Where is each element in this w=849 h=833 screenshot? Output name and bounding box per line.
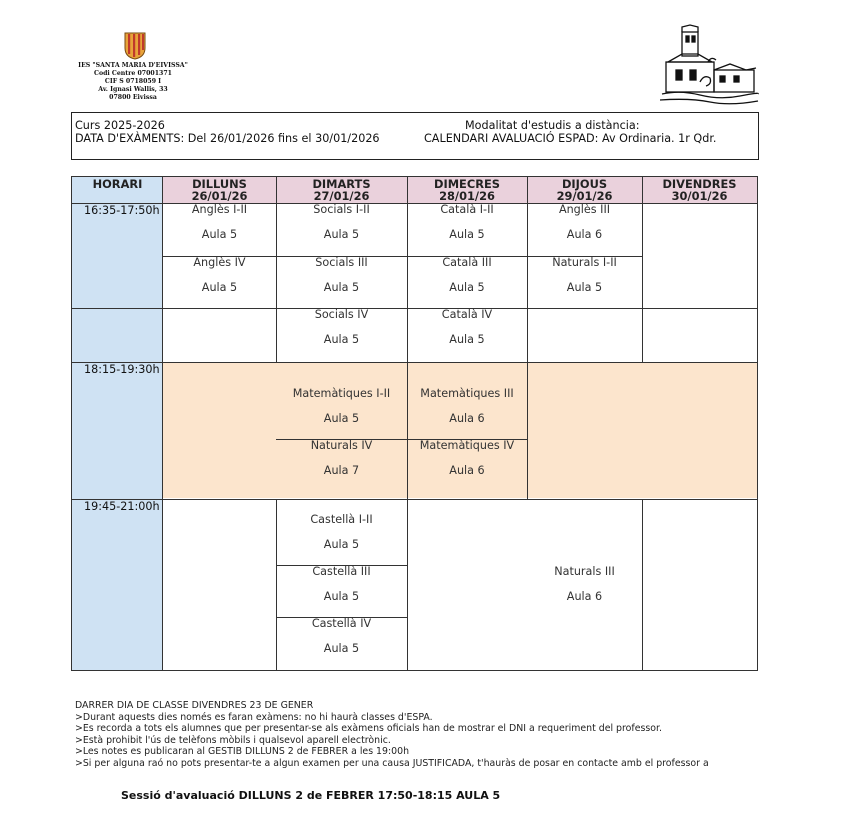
exam-entry [276,256,407,294]
day-name: DIVENDRES [662,177,737,191]
exam-notes [75,700,709,769]
exam-room: Aula 5 [323,412,360,425]
exam-entry [527,256,642,294]
day-date: 30/01/26 [671,189,728,203]
exam-room: Aula 6 [449,464,485,477]
exam-entry [527,565,642,603]
calendar-title: CALENDARI AVALUACIÓ ESPAD: Av Ordinaria. 1r Qdr. [424,132,717,145]
exam-subject: Matemàtiques IV [419,439,515,452]
exam-subject: Anglès IV [193,256,246,269]
day-header-dijous [527,177,642,202]
exam-entry [407,308,527,346]
grid-line [72,362,757,363]
school-centre-code: Codi Centre 07001371 [94,70,172,77]
exam-room: Aula 7 [323,464,360,477]
day-date: 28/01/26 [439,189,495,203]
exam-subject: Socials III [315,256,368,269]
day-name: DILLUNS [192,177,247,191]
slot-2-row [163,362,757,498]
exam-room: Aula 5 [201,228,238,241]
exam-room: Aula 5 [323,642,360,655]
exam-entry [163,256,276,294]
grid-line [162,177,163,670]
exam-room: Aula 5 [323,281,360,294]
exam-entry [407,387,527,425]
day-date: 27/01/26 [313,189,370,203]
exam-subject: Socials I-II [313,203,370,216]
exam-entry [407,203,527,241]
exam-room: Aula 6 [566,228,603,241]
exam-entry [276,439,407,477]
exam-entry [276,513,407,551]
exam-entry [276,308,407,346]
exam-subject: Naturals I-II [552,256,617,269]
grid-line [642,499,643,670]
exam-subject: Català IV [441,308,493,321]
exam-entry [407,256,527,294]
exam-subject: Socials IV [314,308,369,321]
exam-entry [276,203,407,241]
exam-subject: Anglès I-II [191,203,248,216]
grid-line [642,177,643,362]
evaluation-session: Sessió d'avaluació DILLUNS 2 de FEBRER 17:50-18:15 AULA 5 [121,789,501,802]
exam-subject: Català III [442,256,492,269]
exam-entry [407,439,527,477]
slot-label-1: 16:35-17:50h [84,204,160,217]
exam-entry [527,203,642,241]
church-drawing-icon [660,24,760,106]
exam-room: Aula 5 [449,228,485,241]
exam-subject: Català I-II [440,203,494,216]
note-line: >Durant aquests dies només es faran exàmens: no hi haurà classes d'ESPA. [75,711,433,723]
day-header-dimarts [276,177,407,202]
exam-subject: Castellà III [312,565,371,578]
exam-subject: Castellà I-II [310,513,373,526]
day-header-divendres [642,177,757,202]
exam-date-range: DATA D'EXÀMENTS: Del 26/01/2026 fins el 30/01/2026 [75,132,380,145]
exam-subject: Naturals IV [310,439,373,452]
slot-label-3: 19:45-21:00h [84,500,160,513]
day-date: 29/01/26 [556,189,613,203]
exam-room: Aula 5 [201,281,238,294]
exam-room: Aula 5 [323,538,360,551]
day-date: 26/01/26 [191,189,248,203]
exam-room: Aula 5 [323,333,360,346]
school-name: IES "SANTA MARIA D'EIVISSA" [78,62,188,69]
exam-room: Aula 5 [449,281,485,294]
horari-column [72,177,163,670]
school-address: Av. Ignasi Wallis, 33 [98,86,168,93]
day-name: DIMECRES [434,177,500,191]
exam-subject: Anglès III [558,203,611,216]
exam-entry [276,565,407,603]
day-header-dimecres [407,177,527,202]
exam-timetable [71,176,758,671]
exam-room: Aula 5 [323,228,360,241]
exam-subject: Matemàtiques I-II [292,387,391,400]
exam-subject: Matemàtiques III [420,387,514,400]
course-year: Curs 2025-2026 [75,119,165,132]
grid-line [72,499,757,500]
note-line: >Es recorda a tots els alumnes que per presentar-se als exàmens oficials han de mostrar el DNI a requeriment del professor. [75,723,662,734]
school-crest-icon [123,32,147,60]
note-line: DARRER DIA DE CLASSE DIVENDRES 23 DE GENER [75,700,314,711]
exam-entry [276,617,407,655]
day-name: DIMARTS [312,177,371,191]
note-line: >Si per alguna raó no pots presentar-te a algun examen per una causa JUSTIFICADA, t'hauràs de posar en contacte amb el professor a [75,757,709,769]
note-line: >Està prohibit l'ús de telèfons mòbils i qualsevol aparell electrònic. [75,734,391,746]
school-cif: CIF S 0718059 I [104,78,162,85]
exam-room: Aula 6 [449,412,485,425]
exam-room: Aula 6 [566,590,603,603]
study-modality: Modalitat d'estudis a distància: [465,119,640,132]
exam-entry [276,387,407,425]
day-header-dilluns [163,177,276,202]
exam-entry [163,203,276,241]
exam-subject: Naturals III [554,565,615,578]
day-name: DIJOUS [561,177,608,191]
exam-room: Aula 5 [323,590,360,603]
exam-room: Aula 5 [566,281,603,294]
exam-room: Aula 5 [449,333,485,346]
note-line: >Les notes es publicaran al GESTIB DILLUNS 2 de FEBRER a les 19:00h [75,746,410,757]
exam-subject: Castellà IV [311,617,372,630]
school-info [58,62,208,102]
exam-info-box [71,112,759,160]
horari-header: HORARI [92,177,143,191]
school-city: 07800 Eivissa [109,94,157,101]
slot-label-2: 18:15-19:30h [84,363,160,376]
